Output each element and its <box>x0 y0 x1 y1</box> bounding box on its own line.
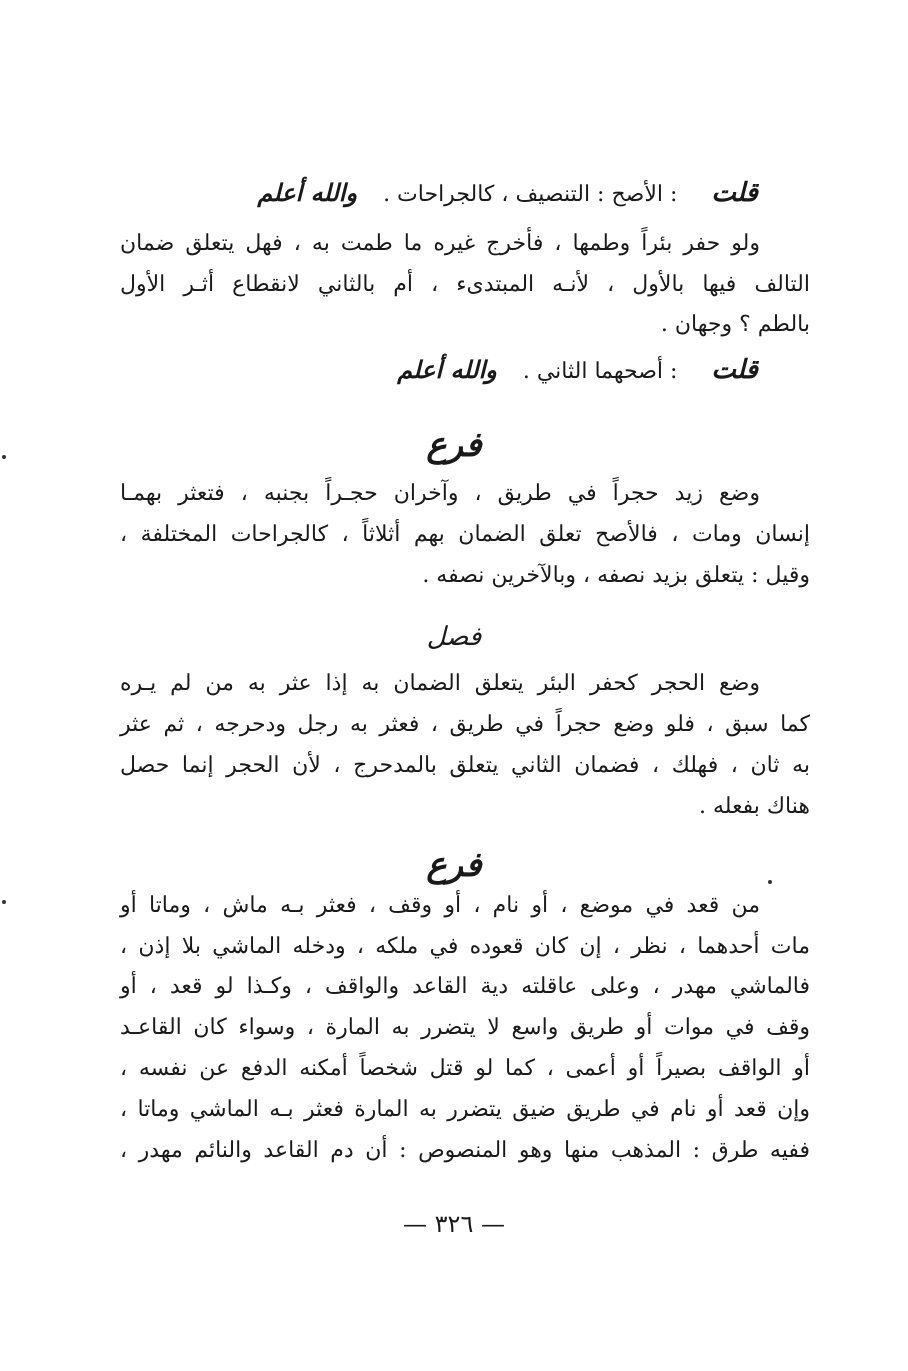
text-line: وقيل : يتعلق بزيد نصفه ، وبالآخرين نصفه . <box>422 563 810 588</box>
text-line: بالطم ؟ وجهان . <box>660 312 810 337</box>
qala-text: : الأصح : التنصيف ، كالجراحات . <box>383 182 678 207</box>
qala-statement-1 <box>257 173 758 215</box>
scan-speck <box>2 900 6 904</box>
section-heading-far: فرع <box>426 845 482 885</box>
text-line: هناك بفعله . <box>699 794 810 819</box>
text-line: إنسان ومات ، فالأصح تعلق الضمان بهم أثلاثاً ، كالجراحات المختلفة ، <box>120 522 810 547</box>
text-line: ولو حفر بئراً وطمها ، فأخرج غيره ما طمت به ، فهل يتعلق ضمان <box>120 231 760 256</box>
text-line: كما سبق ، فلو وضع حجراً في طريق ، فعثر به رجل ودحرجه ، ثم عثر <box>120 712 810 737</box>
text-line: من قعد في موضع ، أو نام ، أو وقف ، فعثر بـه ماش ، وماتا أو <box>120 893 760 918</box>
allah-alam: والله أعلم <box>397 355 497 384</box>
qala-label: قلت <box>711 178 758 208</box>
text-line: وضع زيد حجراً في طريق ، وآخران حجـراً بجنبه ، فتعثر بهمـا <box>120 481 760 506</box>
text-line: ففيه طرق : المذهب منها وهو المنصوص : أن دم القاعد والنائم مهدر ، <box>120 1138 810 1163</box>
text-line: وضع الحجر كحفر البئر يتعلق الضمان به إذا عثر به من لم يـره <box>120 671 760 696</box>
text-line: فالماشي مهدر ، وعلى عاقلته دية القاعد والواقف ، وكـذا لو قعد ، أو <box>120 974 810 999</box>
section-heading-far: فرع <box>426 425 482 465</box>
section-heading-fasl: فصل <box>426 622 482 652</box>
page-number: — ٣٢٦ — <box>403 1210 505 1238</box>
text-line: وقف في موات أو طريق واسع لا يتضرر به المارة ، وسواء كان القاعـد <box>120 1015 811 1040</box>
qala-text: : أصحهما الثاني . <box>522 359 678 384</box>
scan-speck <box>768 880 772 884</box>
scan-speck <box>2 455 6 459</box>
text-line: مات أحدهما ، نظر ، إن كان قعوده في ملكه ، ودخله الماشي بلا إذن ، <box>120 934 811 959</box>
text-line: أو الواقف بصيراً أو أعمى ، كما لو قتل شخصاً أمكنه الدفع عن نفسه ، <box>120 1056 810 1081</box>
qala-label: قلت <box>711 355 758 385</box>
allah-alam: والله أعلم <box>257 178 358 207</box>
text-line: وإن قعد أو نام في طريق ضيق يتضرر به المارة فعثر بـه الماشي وماتا ، <box>120 1097 810 1122</box>
qala-statement-2 <box>397 350 758 392</box>
text-line: به ثان ، فهلك ، فضمان الثاني يتعلق بالمدحرج ، لأن الحجر إنما حصل <box>120 753 810 778</box>
text-line: التالف فيها بالأول ، لأنـه المبتدىء ، أم بالثاني لانقطاع أثـر الأول <box>120 272 810 297</box>
